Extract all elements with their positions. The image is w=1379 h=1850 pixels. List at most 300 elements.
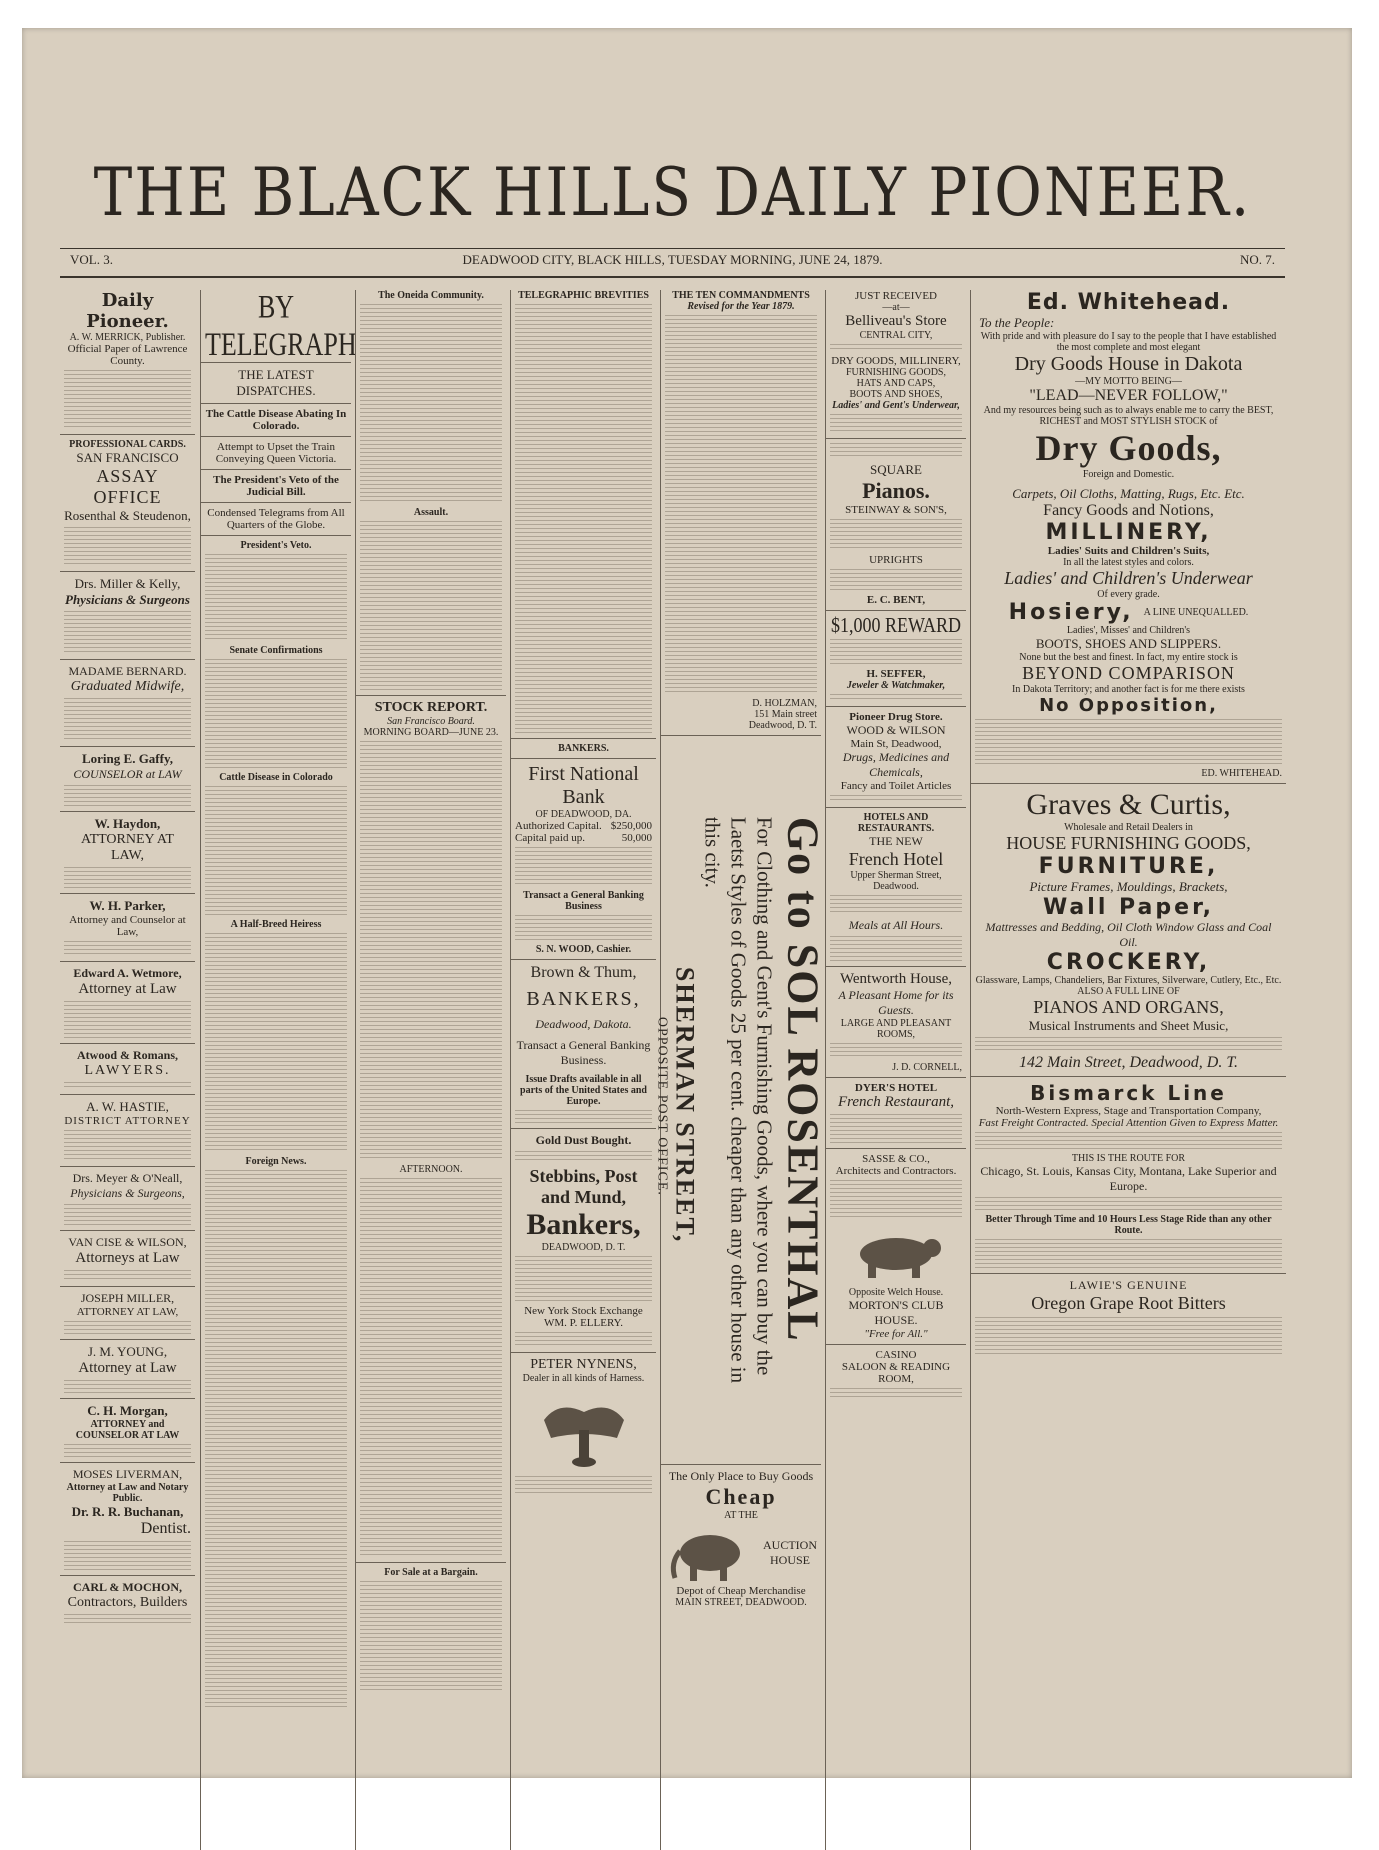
ad-title: Dry Goods House in Dakota [1014, 353, 1243, 375]
ad-text [830, 414, 962, 434]
divider [201, 436, 351, 437]
signature: ED. WHITEHEAD. [1201, 768, 1282, 779]
divider [826, 1148, 966, 1149]
ad-title: No Opposition, [1039, 695, 1218, 716]
divider [826, 610, 966, 611]
divider [60, 1043, 195, 1044]
capital-label: Capital paid up. [515, 832, 585, 844]
ad-text-line: Mattresses and Bedding, Oil Cloth Window Glass and Coal Oil. [985, 920, 1272, 949]
ad-text [64, 1130, 191, 1162]
ad-text-line: Ladies', Misses' and Children's [1066, 625, 1191, 636]
ad-text [515, 1256, 652, 1302]
ad-text-line: Fancy Goods and Notions, [1043, 502, 1214, 519]
ad-title: First National Bank [528, 763, 639, 808]
ad-text-line: Transact a General Banking Business [523, 890, 644, 912]
ad-firm: Rosenthal & Steudenon, [64, 508, 191, 523]
ad-text [830, 694, 962, 702]
divider [511, 1352, 656, 1353]
ad-title: Pianos. [862, 478, 930, 503]
ad-text-line: None but the best and finest. In fact, my entire stock is [1019, 652, 1238, 663]
divider [201, 469, 351, 470]
ad-title: Attorney at Law and Notary Public. [66, 1482, 189, 1504]
ad-text-line: Musical Instruments and Sheet Music, [1028, 1018, 1229, 1033]
ad-text [64, 1614, 191, 1626]
ad-title: "LEAD—NEVER FOLLOW," [1029, 387, 1228, 404]
ad-text-line: LARGE AND PLEASANT ROOMS, [840, 1018, 952, 1040]
rosenthal-ad [654, 740, 828, 1460]
ad-title: BANKERS, [526, 988, 641, 1010]
subhead: TELEGRAPHIC BREVITIES [518, 290, 649, 301]
ad-title: WOOD & WILSON [846, 723, 946, 737]
divider [201, 403, 351, 404]
ad-text-line: DEADWOOD, D. T. [541, 1242, 626, 1253]
article-text [360, 521, 502, 691]
ad-title: Oregon Grape Root Bitters [1031, 1293, 1226, 1313]
divider [971, 783, 1286, 784]
rosenthal-line: Laetst Styles of Goods 25 per cent. cheaper than any other house in [726, 816, 751, 1384]
ad-text-line: S. N. WOOD, Cashier. [535, 944, 632, 955]
ad-heading: W. Haydon, [94, 816, 161, 831]
divider [60, 1166, 195, 1167]
ad-heading: Bismarck Line [1030, 1081, 1227, 1105]
ad-text [64, 1001, 191, 1039]
article-text [205, 554, 347, 642]
ad-title: ATTORNEY AT LAW, [81, 832, 174, 863]
ad-heading: JOSEPH MILLER, [80, 1291, 175, 1305]
masthead-rule-bottom [60, 276, 1285, 278]
ad-text-line: —MY MOTTO BEING— [1075, 376, 1182, 387]
telegraph-banner: BY TELEGRAPH [205, 288, 357, 363]
headline: THE LATEST DISPATCHES. [236, 367, 316, 398]
ad-title: MILLINERY, [1045, 520, 1212, 545]
ad-heading: Loring E. Gaffy, [81, 751, 173, 766]
divider [60, 1575, 195, 1576]
ad-text [830, 1388, 962, 1398]
ad-text-line: HATS AND CAPS, [856, 378, 936, 389]
ad-title: Dry Goods, [1035, 428, 1222, 468]
ad-title: PIANOS AND ORGANS, [1033, 997, 1224, 1017]
divider [356, 695, 506, 696]
ad-text [830, 344, 962, 352]
ad-title: SALOON & READING ROOM, [841, 1361, 951, 1385]
divider [60, 571, 195, 572]
divider [60, 434, 195, 435]
ad-text-line: E. C. BENT, [866, 594, 926, 606]
ad-text [975, 719, 1282, 765]
ad-text-line: Drugs, Medicines and Chemicals, [842, 750, 950, 779]
ad-heading: DYER'S HOTEL [854, 1082, 938, 1094]
ad-text-line: STEINWAY & SON'S, [845, 504, 947, 516]
ad-title: Architects and Contractors. [835, 1165, 957, 1177]
rosenthal-street: SHERMAN STREET, [670, 966, 700, 1244]
column-bankers [510, 290, 656, 1850]
ad-title: Contractors, Builders [67, 1595, 188, 1610]
subhead: For Sale at a Bargain. [384, 1567, 478, 1578]
article-text [205, 933, 347, 1153]
ad-text [975, 1197, 1282, 1211]
ad-text-line: Foreign and Domestic. [1082, 469, 1175, 480]
ad-text [975, 1037, 1282, 1051]
ad-text-line: Ladies' and Gent's Underwear, [832, 400, 960, 411]
ad-text [830, 1043, 962, 1059]
ad-text-line: A LINE UNEQUALLED. [1143, 607, 1249, 618]
ad-text [64, 698, 191, 742]
issue-number: NO. 7. [1239, 252, 1275, 267]
ad-title: DISTRICT ATTORNEY [64, 1115, 191, 1127]
ad-heading: H. SEFFER, [866, 668, 926, 680]
ad-text-line: Dealer in all kinds of Harness. [522, 1373, 645, 1384]
ad-text [515, 1151, 652, 1163]
publication-date: DEADWOOD CITY, BLACK HILLS, TUESDAY MORNING, JUNE 24, 1879. [462, 252, 883, 267]
ad-text-line: FURNISHING GOODS, [845, 367, 946, 378]
subhead: MORNING BOARD—JUNE 23. [363, 727, 499, 738]
ad-text-line: In Dakota Territory; and another fact is for me there exists [1012, 684, 1245, 695]
ad-text-line: To the People: [979, 315, 1055, 330]
rosenthal-line: this city. [700, 816, 725, 888]
ad-heading: A. W. HASTIE, [86, 1099, 169, 1114]
elephant-illustration [665, 1523, 755, 1583]
ad-text-line: North-Western Express, Stage and Transportation Company, [995, 1105, 1262, 1117]
ad-text [830, 569, 962, 591]
subhead: San Francisco Board. [387, 716, 475, 727]
ad-text [515, 1110, 652, 1124]
ad-title: Dentist. [140, 1520, 191, 1537]
ad-text [830, 936, 962, 962]
capital-value: 50,000 [621, 832, 652, 844]
subhead: THE TEN COMMANDMENTS [672, 290, 810, 301]
ad-text [515, 915, 652, 941]
ad-heading: MOSES LIVERMAN, [72, 1467, 183, 1481]
ad-text-line: Fast Freight Contracted. Special Attention Given to Express Matter. [978, 1117, 1279, 1129]
column-local-ads [825, 290, 966, 1850]
ad-heading: The Only Place to Buy Goods [668, 1469, 814, 1483]
ad-text [515, 847, 652, 887]
divider [826, 1077, 966, 1078]
ad-title: Belliveau's Store [845, 313, 947, 329]
ad-heading: VAN CISE & WILSON, [68, 1235, 187, 1249]
divider [201, 535, 351, 536]
masthead-title: THE BLACK HILLS DAILY PIONEER. [93, 152, 1252, 232]
capital-paid [515, 832, 652, 844]
auction-house-label [763, 1538, 817, 1568]
section-heading: BANKERS. [558, 743, 609, 754]
ad-title: CROCKERY, [1046, 950, 1211, 975]
ad-title: Cheap [705, 1484, 777, 1509]
ad-text-line: Main St, Deadwood, [850, 738, 942, 750]
divider [511, 959, 656, 960]
ad-heading: CARL & MOCHON, [73, 1580, 182, 1594]
ad-text-line: UPRIGHTS [869, 554, 923, 566]
subhead: Revised for the Year 1879. [687, 301, 795, 312]
ad-title: Ladies' and Children's Underwear [1004, 568, 1253, 588]
divider [971, 1076, 1286, 1077]
ad-text-line: A Pleasant Home for its Guests. [838, 988, 954, 1017]
masthead-rule-top [60, 248, 1285, 249]
auction-row [665, 1523, 817, 1583]
ad-text-line: Glassware, Lamps, Chandeliers, Bar Fixtures, Silverware, Cutlery, Etc., Etc. [975, 975, 1282, 986]
subhead: Assault. [413, 507, 449, 518]
ad-text [975, 1317, 1282, 1357]
ad-text-line: Chicago, St. Louis, Kansas City, Montana, Lake Superior and Europe. [980, 1164, 1277, 1193]
divider [826, 807, 966, 808]
ad-title: Wentworth House, [839, 971, 953, 987]
ad-title: ASSAY OFFICE [93, 466, 162, 507]
ad-text-line: Wholesale and Retail Dealers in [1064, 822, 1193, 833]
ad-text-line: MAIN STREET, DEADWOOD. [675, 1597, 807, 1608]
divider [60, 746, 195, 747]
ad-heading: Pioneer Drug Store. [849, 711, 943, 723]
ad-heading: Edward A. Wetmore, [73, 966, 182, 980]
rosenthal-line: For Clothing and Gent's Furnishing Goods, where you can buy the [752, 816, 777, 1376]
divider [826, 438, 966, 439]
ad-text [64, 611, 191, 655]
ad-title: FURNITURE, [1038, 854, 1219, 879]
column-commandments [654, 290, 828, 1850]
ad-heading: PETER NYNENS, [530, 1357, 637, 1372]
divider [60, 1094, 195, 1095]
ad-heading: Dr. R. R. Buchanan, [71, 1504, 184, 1519]
column-telegraph [200, 288, 357, 1850]
ad-text-line: With pride and with pleasure do I say to the people that I have established the most complete and most elegant [980, 331, 1277, 353]
ad-heading: W. H. Parker, [89, 898, 166, 913]
ad-text [975, 1132, 1282, 1150]
ad-heading: Graves & Curtis, [1026, 788, 1231, 821]
ad-title: French Restaurant, [837, 1094, 955, 1110]
ad-title: HOUSE FURNISHING GOODS, [1006, 833, 1251, 853]
article-text [205, 1170, 347, 1710]
auction-word: AUCTION [763, 1538, 817, 1552]
flag: Daily Pioneer. [86, 290, 169, 332]
ad-text [64, 1270, 191, 1282]
ad-text-line: Fancy and Toilet Articles [840, 780, 952, 792]
stock-listing [360, 741, 502, 1161]
ad-text-line: New York Stock Exchange [524, 1305, 643, 1317]
ad-text-line: BOOTS AND SHOES, [849, 389, 943, 400]
ad-text [515, 1476, 652, 1496]
headline: Condensed Telegrams from All Quarters of the Globe. [207, 507, 345, 531]
signature: D. HOLZMAN, [752, 698, 817, 709]
divider [511, 758, 656, 759]
ad-title: Graduated Midwife, [70, 679, 185, 694]
section-heading: HOTELS AND RESTAURANTS. [857, 812, 935, 834]
section-heading: PROFESSIONAL CARDS. [69, 439, 186, 450]
ad-text [975, 1239, 1282, 1269]
ad-title: Wall Paper, [1042, 895, 1215, 920]
ad-title: LAWYERS. [84, 1063, 171, 1078]
ad-heading: Stebbins, Post and Mund, [529, 1166, 638, 1207]
headline: The Cattle Disease Abating In Colorado. [205, 408, 347, 432]
volume-number: VOL. 3. [70, 252, 113, 267]
headline: Attempt to Upset the Train Conveying Queen Victoria. [215, 441, 337, 465]
ad-text-line: Better Through Time and 10 Hours Less Stage Ride than any other Route. [985, 1214, 1272, 1236]
subhead: AFTERNOON. [399, 1164, 463, 1175]
article-text [515, 304, 652, 734]
divider [60, 1398, 195, 1399]
saddle-illustration [529, 1390, 639, 1470]
official-paper: Official Paper of Lawrence County. [67, 343, 188, 367]
capital-label: Authorized Capital. [515, 820, 602, 832]
divider [826, 966, 966, 967]
ad-title: BEYOND COMPARISON [1022, 663, 1235, 683]
ad-title: Attorneys at Law [75, 1250, 180, 1266]
article-text [360, 1581, 502, 1691]
divider [826, 1344, 966, 1345]
capital-authorized [515, 820, 652, 832]
ad-title: Bankers, [526, 1208, 641, 1241]
stock-report-heading: STOCK REPORT. [374, 700, 488, 715]
ad-heading: JUST RECEIVED [855, 290, 937, 302]
ad-text-line: BOOTS, SHOES AND SLIPPERS. [1035, 636, 1222, 651]
subhead: President's Veto. [240, 540, 312, 551]
ad-text-line: "Free for All." [864, 1328, 928, 1340]
divider [661, 1464, 821, 1465]
address: 151 Main street [754, 709, 817, 720]
divider [971, 1273, 1286, 1274]
divider [60, 1339, 195, 1340]
publisher: A. W. MERRICK, Publisher. [69, 332, 186, 343]
ad-heading: MADAME BERNARD. [68, 664, 187, 678]
article-text [205, 786, 347, 916]
stock-listing [360, 1178, 502, 1558]
ad-text [64, 527, 191, 567]
ad-text-line: Carpets, Oil Cloths, Matting, Rugs, Etc. Etc. [1012, 486, 1245, 501]
ad-title: Attorney at Law [78, 981, 177, 997]
dateline [60, 252, 1285, 274]
ad-heading: Drs. Miller & Kelly, [74, 576, 181, 591]
ad-heading: SAN FRANCISCO [76, 450, 179, 465]
ad-text [64, 1380, 191, 1394]
ad-text [830, 443, 962, 459]
ad-text-line: WM. P. ELLERY. [544, 1317, 623, 1329]
bear-illustration [846, 1226, 946, 1281]
ad-heading: C. H. Morgan, [87, 1403, 168, 1418]
ad-heading: SASSE & CO., [862, 1153, 930, 1165]
ad-text-line: AT THE [724, 1510, 758, 1521]
ad-title: COUNSELOR at LAW [73, 767, 182, 781]
divider [60, 893, 195, 894]
divider [60, 961, 195, 962]
subhead: Foreign News. [245, 1156, 307, 1167]
ad-heading: Drs. Meyer & O'Neall, [72, 1171, 183, 1185]
ad-heading: THE NEW [869, 834, 923, 848]
ad-heading: Brown & Thum, [530, 964, 637, 981]
ad-title: $1,000 REWARD [831, 612, 961, 637]
column-professional-cards [60, 290, 195, 1850]
ad-text-line: Transact a General Banking Business. [516, 1038, 651, 1067]
capital-value: $250,000 [610, 820, 652, 832]
ad-text [830, 639, 962, 665]
divider [511, 1128, 656, 1129]
ad-text-line: DRY GOODS, MILLINERY, [831, 355, 961, 367]
hosiery-row [971, 600, 1286, 625]
ad-text [64, 941, 191, 957]
ad-title: French Hotel [848, 849, 944, 869]
ad-text-line: In all the latest styles and colors. [1063, 557, 1194, 568]
ad-text-line: 142 Main Street, Deadwood, D. T. [1018, 1054, 1239, 1071]
ad-text [64, 867, 191, 889]
ad-text-line: Meals at All Hours. [848, 918, 944, 932]
signature: J. D. CORNELL, [892, 1062, 962, 1073]
rosenthal-ad-text [654, 817, 829, 1383]
ad-text-line: Of every grade. [1097, 589, 1160, 600]
ad-text-line: Upper Sherman Street, Deadwood. [850, 870, 942, 892]
ad-heading: Ed. Whitehead. [1026, 290, 1231, 315]
article-text [665, 315, 817, 695]
ad-text [64, 1321, 191, 1335]
ad-text-line: Issue Drafts available in all parts of the United States and Europe. [520, 1074, 647, 1107]
subhead: Senate Confirmations [229, 645, 323, 656]
ad-title: Physicians & Surgeons [65, 592, 190, 607]
divider [661, 735, 821, 736]
house-word: HOUSE [769, 1553, 810, 1567]
subhead: The Oneida Community. [378, 290, 484, 301]
rosenthal-opposite: OPPOSITE POST OFFICE. [654, 1016, 670, 1196]
ad-text [830, 1114, 962, 1144]
article-text [360, 304, 502, 504]
subhead: A Half-Breed Heiress [230, 919, 322, 930]
divider [60, 1462, 195, 1463]
ad-heading: Atwood & Romans, [76, 1048, 178, 1062]
ad-text-line: CENTRAL CITY, [859, 330, 933, 341]
divider [826, 706, 966, 707]
ad-heading: J. M. YOUNG, [87, 1344, 168, 1359]
subhead: Cattle Disease in Colorado [219, 772, 333, 783]
divider [60, 659, 195, 660]
address: Deadwood, D. T. [748, 720, 817, 731]
ad-heading: CASINO [875, 1349, 917, 1361]
divider [356, 1562, 506, 1563]
divider [60, 811, 195, 812]
ad-text [830, 519, 962, 551]
ad-title: ATTORNEY AT LAW, [76, 1306, 179, 1318]
ad-title: Attorney and Counselor at Law, [69, 914, 186, 938]
ad-text-line: Opposite Welch House. [848, 1287, 944, 1298]
ad-text [64, 1204, 191, 1226]
ad-text [830, 795, 962, 803]
divider [511, 738, 656, 739]
ad-title: MORTON'S CLUB HOUSE. [848, 1298, 944, 1327]
rosenthal-headline: Go to SOL ROSENTHAL [778, 816, 828, 1343]
ad-text-line: Depot of Cheap Merchandise [676, 1585, 806, 1597]
ad-text [830, 895, 962, 915]
column-stock-report [355, 290, 506, 1850]
ad-text-line: Ladies' Suits and Children's Suits, [1047, 545, 1210, 557]
ad-text [830, 1180, 962, 1220]
ad-title: Physicians & Surgeons, [70, 1186, 185, 1200]
ad-heading: SQUARE [869, 462, 922, 477]
ad-text-line: Picture Frames, Mouldings, Brackets, [1029, 879, 1228, 894]
ad-text [64, 1541, 191, 1571]
ad-text-line: And my resources being such as to always enable me to carry the BEST, RICHEST and MOST STYLISH STOCK of [983, 405, 1274, 427]
ad-text [64, 785, 191, 807]
ad-text-line: THIS IS THE ROUTE FOR [1071, 1153, 1186, 1164]
ad-text-line: Jeweler & Watchmaker, [846, 680, 946, 691]
ad-text [515, 1332, 652, 1348]
divider [60, 1230, 195, 1231]
divider [201, 502, 351, 503]
ad-text-line: —at— [882, 302, 910, 313]
ad-title: Hosiery, [1008, 600, 1134, 625]
ad-title: ATTORNEY and COUNSELOR AT LAW [75, 1419, 180, 1441]
ad-heading: LAWIE'S GENUINE [1069, 1278, 1188, 1292]
ad-text [64, 1444, 191, 1458]
column-whitehead [970, 290, 1286, 1850]
divider [60, 1286, 195, 1287]
article-text [205, 659, 347, 769]
ad-title: Attorney at Law [78, 1360, 177, 1376]
ad-heading: OF DEADWOOD, DA. [535, 809, 632, 820]
ad-text-line: ALSO A FULL LINE OF [1077, 986, 1180, 997]
